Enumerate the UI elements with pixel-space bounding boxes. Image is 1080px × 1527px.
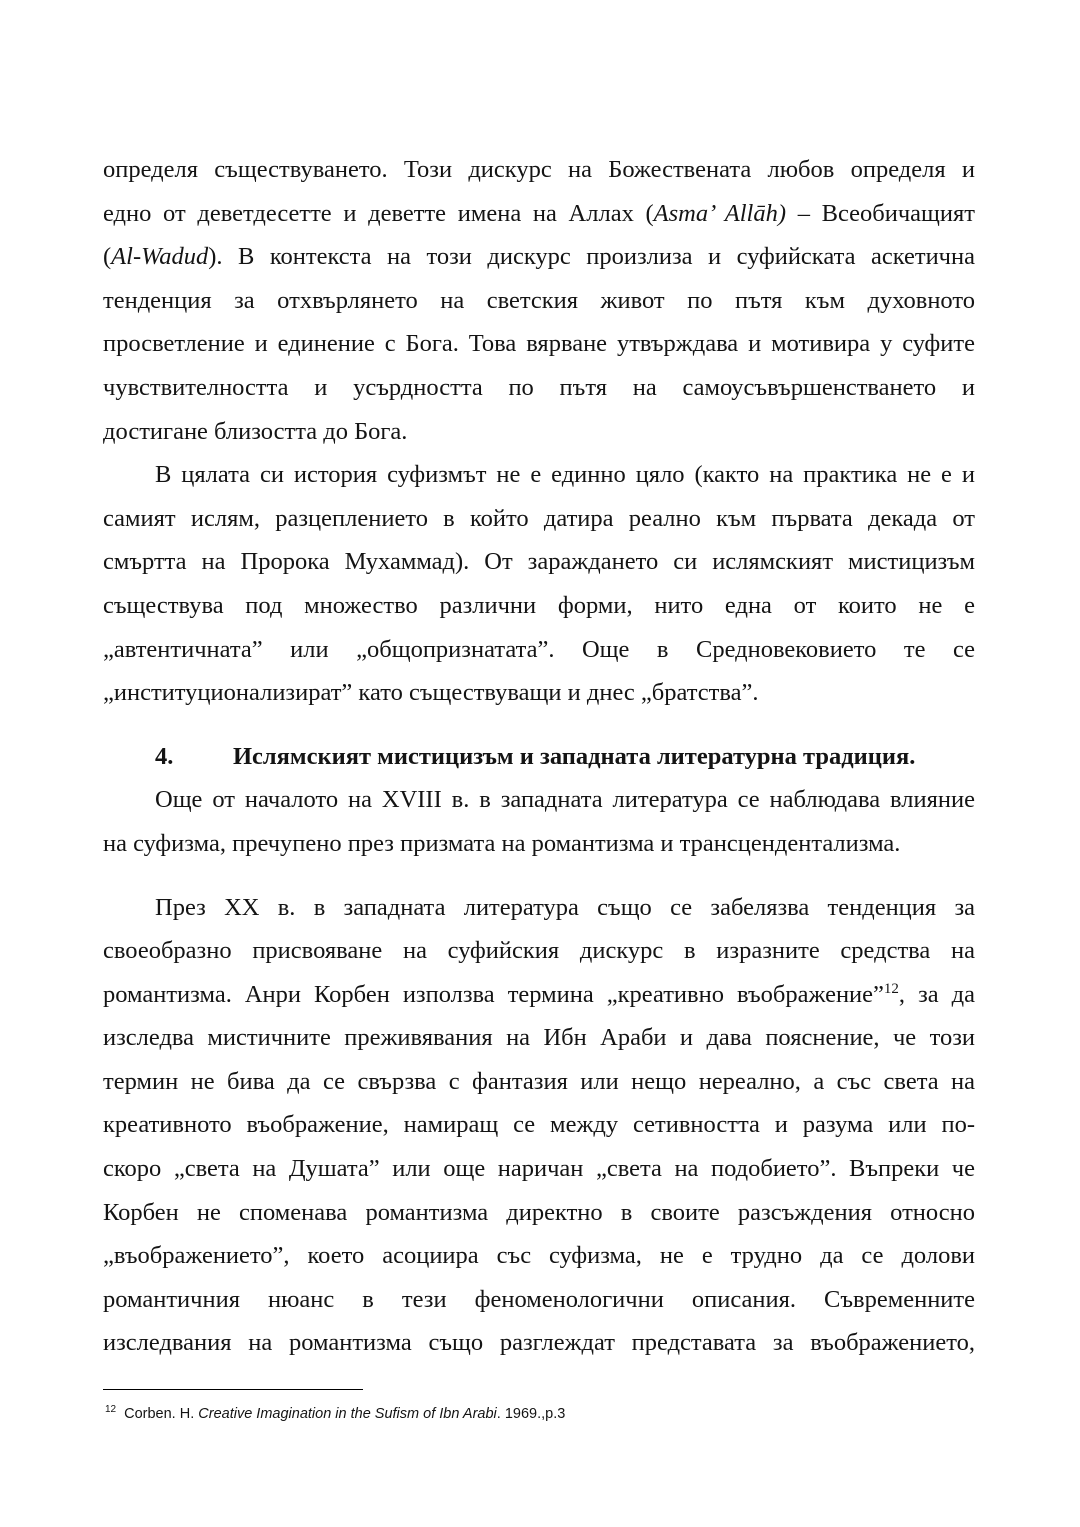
text-line: съществува под множество различни форми, нито една от които не е — [103, 591, 975, 619]
text-segment: романтизма. Анри Корбен използва термина „креативно въображение” — [103, 980, 884, 1008]
footnote-author: Corben. H. — [124, 1406, 199, 1422]
text-line: самият ислям, разцеплението в който датира реално към първата декада от — [103, 504, 975, 532]
text-line: изследва мистичните преживявания на Ибн Араби и дава пояснение, че този — [103, 1024, 975, 1052]
section-heading — [103, 735, 975, 779]
text-line: В цялата си история суфизмът не е единно цяло (както на практика не е и — [155, 461, 975, 489]
text-segment: ). В контекста на този дискурс произлиза и суфийската аскетична — [208, 243, 975, 271]
text-line: своеобразно присвояване на суфийския дискурс в изразните средства на — [103, 937, 975, 965]
text-line: изследвания на романтизма също разглеждат представата за въображението, — [103, 1329, 975, 1357]
text-line: тенденция за отхвърлянето на светския живот по пътя към духовното — [103, 286, 975, 314]
paragraph-3 — [103, 778, 975, 865]
footnote-reference[interactable]: 12 — [883, 980, 899, 997]
italic-term: Asma’ Allāh) — [653, 199, 787, 227]
section-title: Ислямският мистицизъм и западната литературна традиция. — [233, 742, 916, 770]
text-line: През XX в. в западната литература също се забелязва тенденция за — [155, 893, 975, 921]
footnote — [105, 1403, 565, 1425]
footnote-number: 12 — [105, 1404, 117, 1415]
text-segment: едно от деветдесетте и деветте имена на Аллах ( — [103, 199, 654, 227]
text-line — [103, 235, 975, 279]
text-line — [103, 973, 975, 1017]
paragraph-2 — [103, 453, 975, 715]
text-line: „автентичната” или „общопризнатата”. Още в Средновековието те се — [103, 635, 975, 663]
text-line: термин не бива да се свързва с фантазия или нещо нереално, а със света на — [103, 1067, 975, 1095]
paragraph-1 — [103, 148, 975, 453]
text-line: чувствителността и усърдността по пътя на самоусъвършенстването и — [103, 373, 975, 401]
footnote-separator — [103, 1389, 363, 1390]
text-line: смъртта на Пророка Мухаммад). От зараждането си ислямският мистицизъм — [103, 548, 975, 576]
text-line — [103, 192, 975, 236]
text-line: „въображението”, което асоциира със суфизма, не е трудно да се долови — [103, 1242, 975, 1270]
text-line: достигане близостта до Бога. — [103, 417, 408, 445]
text-segment: , за да — [898, 980, 975, 1008]
text-line: определя съществуването. Този дискурс на Божествената любов определя и — [103, 156, 975, 183]
text-segment: – Всеобичащият — [786, 199, 975, 227]
section-number: 4. — [155, 742, 174, 770]
text-line: „институционализират” като съществуващи и днес „братства”. — [103, 679, 759, 707]
text-segment: ( — [103, 243, 112, 271]
text-line: креативното въображение, намиращ се между сетивността и разума или по- — [103, 1111, 975, 1139]
footnote-title: Creative Imagination in the Sufism of Ibn Arabi — [198, 1406, 497, 1422]
document-body — [103, 148, 975, 1365]
footnote-details: . 1969.,p.3 — [496, 1406, 566, 1422]
italic-term: Al-Wadud — [111, 243, 209, 271]
paragraph-4 — [103, 886, 975, 1366]
text-line: Корбен не споменава романтизма директно в своите разсъждения относно — [103, 1198, 975, 1226]
text-line: на суфизма, пречупено през призмата на романтизма и трансцендентализма. — [103, 829, 901, 857]
text-line: романтичния нюанс в тези феноменологични описания. Съвременните — [103, 1285, 975, 1313]
text-line: скоро „света на Душата” или още наричан „света на подобието”. Въпреки че — [103, 1155, 975, 1183]
text-line: Още от началото на XVIII в. в западната литература се наблюдава влияние — [155, 786, 975, 814]
text-line: просветление и единение с Бога. Това вярване утвърждава и мотивира у суфите — [103, 330, 975, 358]
